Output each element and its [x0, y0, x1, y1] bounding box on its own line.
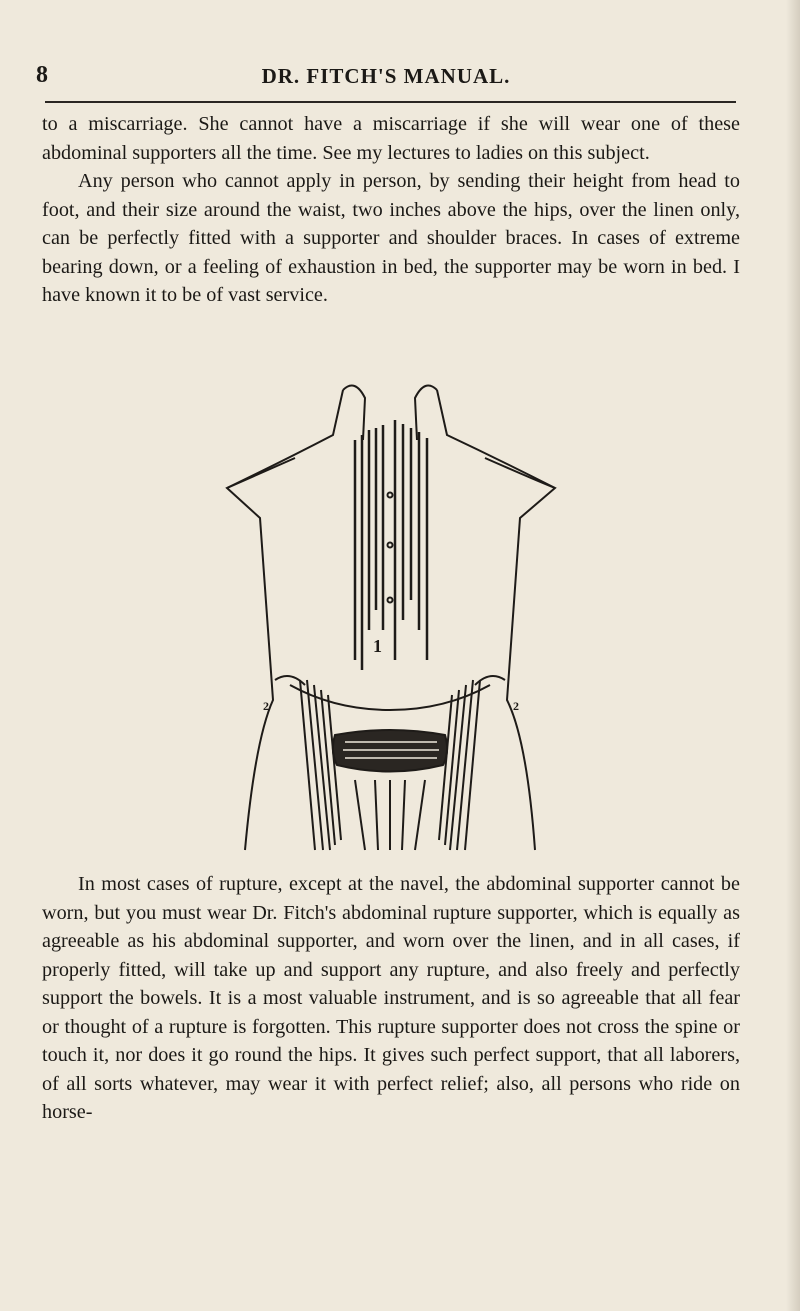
supporter-outline	[437, 390, 555, 850]
bottom-text	[42, 870, 740, 1127]
figure-label-2-right: 2	[513, 699, 519, 713]
running-head: DR. FITCH'S MANUAL.	[261, 64, 511, 88]
abdominal-supporter-illustration	[215, 380, 565, 865]
supporter-outline	[227, 390, 343, 850]
figure-label-2-left: 2	[263, 699, 269, 713]
paragraph: Any person who cannot apply in person, by sending their height from head to foot, and their size around the waist, two inches above the hips, over the linen only, can be perfectly fitted with a supporter and shoulder braces. In cases of extreme bearing down, or a feeling of exhaustion in bed, the supporter may be worn in bed. I have known it to be of vast service.	[42, 170, 740, 306]
figure-label-1: 1	[373, 636, 382, 656]
paragraph: to a miscarriage. She cannot have a miscarriage if she will wear one of these abdominal supporters all the time. See my lectures to ladies on this subject.	[42, 113, 740, 164]
paragraph: In most cases of rupture, except at the navel, the abdominal supporter cannot be worn, but you must wear Dr. Fitch's abdominal rupture supporter, which is equally as agreeable as his abdominal supporter, and worn over the linen, and in all cases, if properly fitted, will take up and support any rupture, and also freely and perfectly support the bowels. It is a most valuable instrument, and is so agreeable that all fear or thought of a rupture is forgotten. This rupture supporter does not cross the spine or touch it, nor does it go round the hips. It gives such perfect support, that all laborers, of all sorts whatever, may wear it with perfect relief; also, all persons who ride on horse-	[42, 873, 740, 1123]
page-header	[36, 62, 736, 94]
header-rule	[45, 101, 736, 103]
top-text	[42, 110, 740, 310]
page-number: 8	[36, 62, 48, 88]
page-edge-shadow	[786, 0, 800, 1311]
